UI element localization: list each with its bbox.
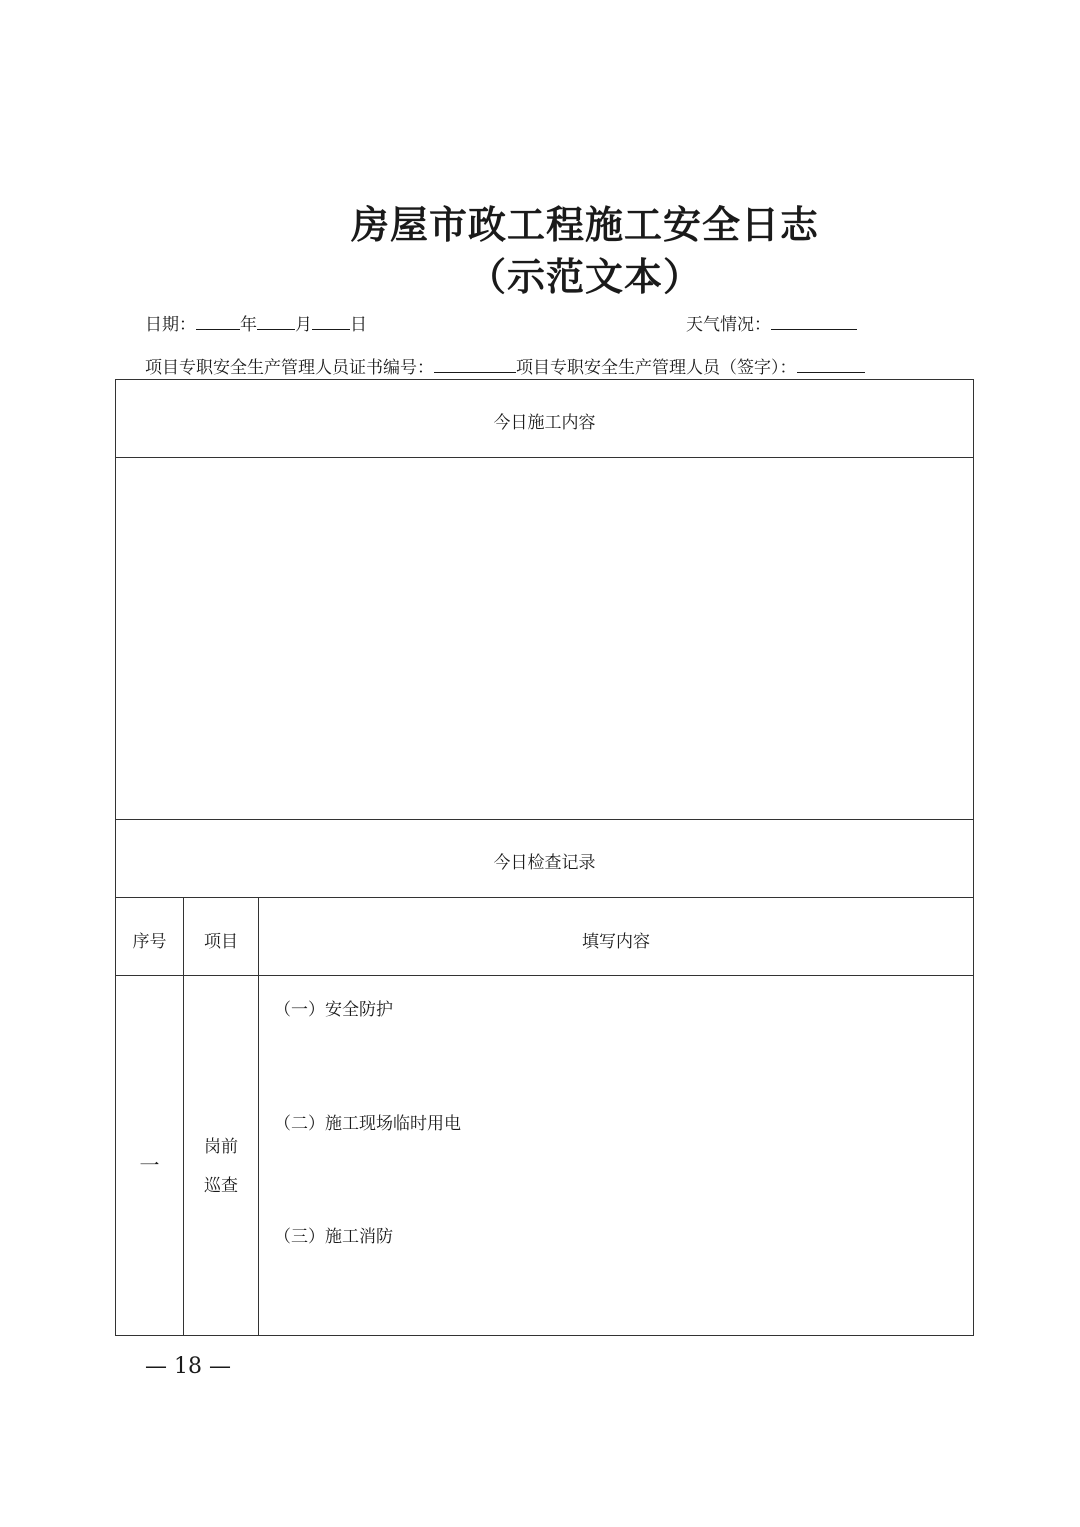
month-label: 月 (295, 315, 312, 335)
construction-heading: 今日施工内容 (493, 413, 596, 433)
column-header-content: 填写内容 (582, 932, 650, 952)
weather-label: 天气情况： (686, 315, 771, 335)
row-item-line1: 岗前 (204, 1137, 238, 1157)
row-item-line2: 巡查 (204, 1176, 238, 1196)
weather-blank[interactable] (771, 314, 857, 330)
table-rule (116, 897, 973, 898)
cert-label: 项目专职安全生产管理人员证书编号： (145, 358, 434, 378)
inspection-heading: 今日检查记录 (493, 853, 596, 873)
day-label: 日 (350, 315, 367, 335)
row-seq: 一 (139, 1153, 160, 1177)
signature-blank[interactable] (797, 357, 865, 373)
cert-number-blank[interactable] (434, 357, 516, 373)
year-label: 年 (240, 315, 257, 335)
sign-label: 项目专职安全生产管理人员（签字）： (516, 358, 797, 378)
entry-safety-protection[interactable]: （一）安全防护 (274, 1000, 393, 1020)
table-rule (116, 457, 973, 458)
construction-content-area[interactable] (116, 459, 973, 818)
table-rule (116, 819, 973, 820)
table-rule (258, 897, 259, 1335)
table-rule (116, 975, 973, 976)
page-number: — 18 — (145, 1354, 231, 1379)
day-blank[interactable] (312, 314, 350, 330)
document-title: 房屋市政工程施工安全日志 (350, 202, 819, 247)
column-header-seq: 序号 (132, 932, 167, 952)
safety-log-table (115, 379, 974, 1336)
column-header-item: 项目 (204, 932, 238, 952)
entry-temporary-electricity[interactable]: （二）施工现场临时用电 (274, 1114, 461, 1134)
entry-fire-protection[interactable]: （三）施工消防 (274, 1227, 393, 1247)
month-blank[interactable] (257, 314, 295, 330)
date-label: 日期： (145, 315, 196, 335)
date-row (145, 310, 367, 335)
table-rule (183, 897, 184, 1335)
personnel-row (145, 353, 865, 378)
weather-row (686, 310, 857, 335)
document-subtitle: （示范文本） (467, 254, 702, 299)
year-blank[interactable] (196, 314, 240, 330)
